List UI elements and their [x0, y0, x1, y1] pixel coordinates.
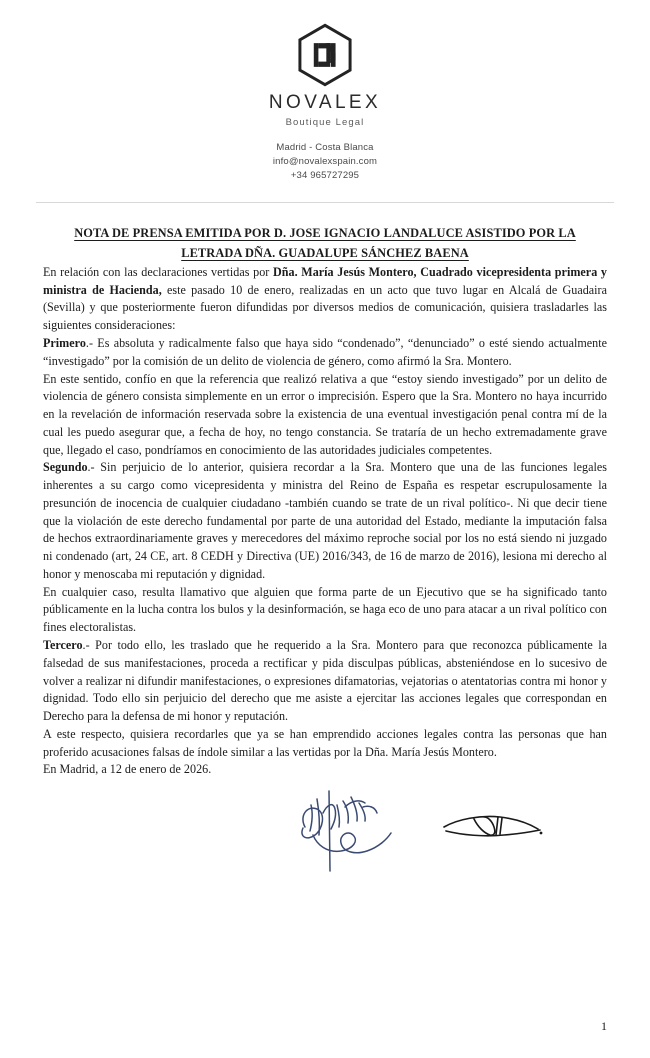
- page-number: 1: [601, 1019, 607, 1033]
- intro-paragraph: [43, 264, 607, 335]
- brand-name: NOVALEX: [268, 92, 382, 113]
- contact-block: [0, 141, 650, 183]
- document-content: [0, 223, 650, 879]
- handwritten-signature-icon: [293, 783, 413, 875]
- date-line: En Madrid, a 12 de enero de 2026.: [43, 762, 212, 777]
- letterhead: [0, 0, 650, 203]
- novalex-hexagon-monogram-icon: [292, 22, 358, 88]
- section-segundo-label-suffix: .-: [87, 460, 95, 475]
- brand-tagline: Boutique Legal: [285, 116, 365, 128]
- handwritten-signature-icon: [438, 809, 548, 843]
- section-segundo-followup: En cualquier caso, resulta llamativo que alguien que forma parte de un Ejecutivo que se ha significado tanto públicamente en la lucha contra los bulos y la desinformación, se haga eco de uno para atacar a un rival político con fines electoralistas.: [43, 584, 607, 635]
- section-primero-label: Primero: [43, 335, 86, 350]
- contact-email[interactable]: info@novalexspain.com: [272, 155, 378, 167]
- contact-phone[interactable]: +34 965727295: [290, 169, 360, 181]
- section-primero-followup: En este sentido, confío en que la referencia que realizó relativa a que “estoy siendo investigado” por un delito de violencia de género consista simplemente en un error o imprecisión. Espero que la Sra. Montero no haya incurrido en la revelación de información reservada sobre la existencia de una eventual investigación penal contra mí de la cual les puedo asegurar que, a fecha de hoy, no tengo constancia. Se trataría de un hecho extremadamente grave que, llegado el caso, pondríamos en conocimiento de las autoridades judiciales competentes.: [43, 371, 607, 457]
- section-segundo-label: Segundo: [43, 460, 88, 475]
- section-tercero-label: Tercero: [43, 638, 83, 652]
- section-tercero-label-suffix: .-: [82, 638, 90, 652]
- section-primero-label-suffix: .-: [85, 335, 93, 350]
- contact-location: Madrid - Costa Blanca: [276, 141, 374, 153]
- section-segundo: [43, 459, 607, 583]
- section-primero: [43, 335, 607, 371]
- section-primero-body: Es absoluta y radicalmente falso que haya sido “condenado”, “denunciado” o esté siendo actualmente “investigado” por la comisión de un delito de violencia de género, como afirmó la Sra. Montero.: [43, 335, 607, 368]
- header-divider: [36, 202, 614, 203]
- signature-area: [43, 783, 607, 879]
- section-tercero: [43, 637, 607, 726]
- section-tercero-followup: A este respecto, quisiera recordarles que ya se han emprendido acciones legales contra las personas que han proferido acusaciones falsas de índole similar a las vertidas por la Dña. María Jesús Montero.: [43, 726, 607, 759]
- intro-bold-lead: Dña. María Jesús Montero, Cuadrado vicepresidenta primera y ministra de Hacienda,: [43, 264, 607, 297]
- intro-after-lead: este pasado 10 de enero, realizadas en un acto que tuvo lugar en Alcalá de Guadaira (Sevilla) y que posteriormente fueron difundidas por diversos medios de comunicación, quisiera trasladarles las siguientes consideraciones:: [43, 282, 607, 333]
- section-segundo-body: Sin perjuicio de lo anterior, quisiera recordar a la Sra. Montero que una de las funciones legales inherentes a su cargo como vicepresidenta y ministra del Reino de España es respetar escrupulosamente la presunción de inocencia de cualquier ciudadano -también cuando se trate de un rival político-. Ni que decir tiene que la violación de este derecho fundamental por parte de una autoridad del Estado, mediante la imputación falsa de hechos extraordinariamente graves y merecedores del máximo reproche social por los no está siendo ni juzgado ni condenado (art, 24 CE, art. 8 CEDH y Directiva (UE) 2016/343, de 16 de marzo de 2016), lesiona mi derecho al honor y menoscaba mi reputación y dignidad.: [43, 460, 607, 581]
- page-title: NOTA DE PRENSA EMITIDA POR D. JOSE IGNACIO LANDALUCE ASISTIDO POR LA LETRADA DÑA. GUADALUPE SÁNCHEZ BAENA: [74, 225, 576, 261]
- section-tercero-body: Por todo ello, les traslado que he requerido a la Sra. Montero para que reconozca públicamente la falsedad de sus manifestaciones, proceda a rectificar y pida disculpas públicas, absteniéndose en lo sucesivo de volver a realizar ni difundir manifestaciones, o expresiones difamatorias, vejatorias o atentatorias contra mi honor y dignidad. Todo ello sin perjuicio del derecho que me asiste a ejercitar las acciones legales que correspondan en Derecho para la defensa de mi honor y reputación.: [43, 638, 607, 724]
- intro-before-lead: En relación con las declaraciones vertidas por: [43, 264, 273, 279]
